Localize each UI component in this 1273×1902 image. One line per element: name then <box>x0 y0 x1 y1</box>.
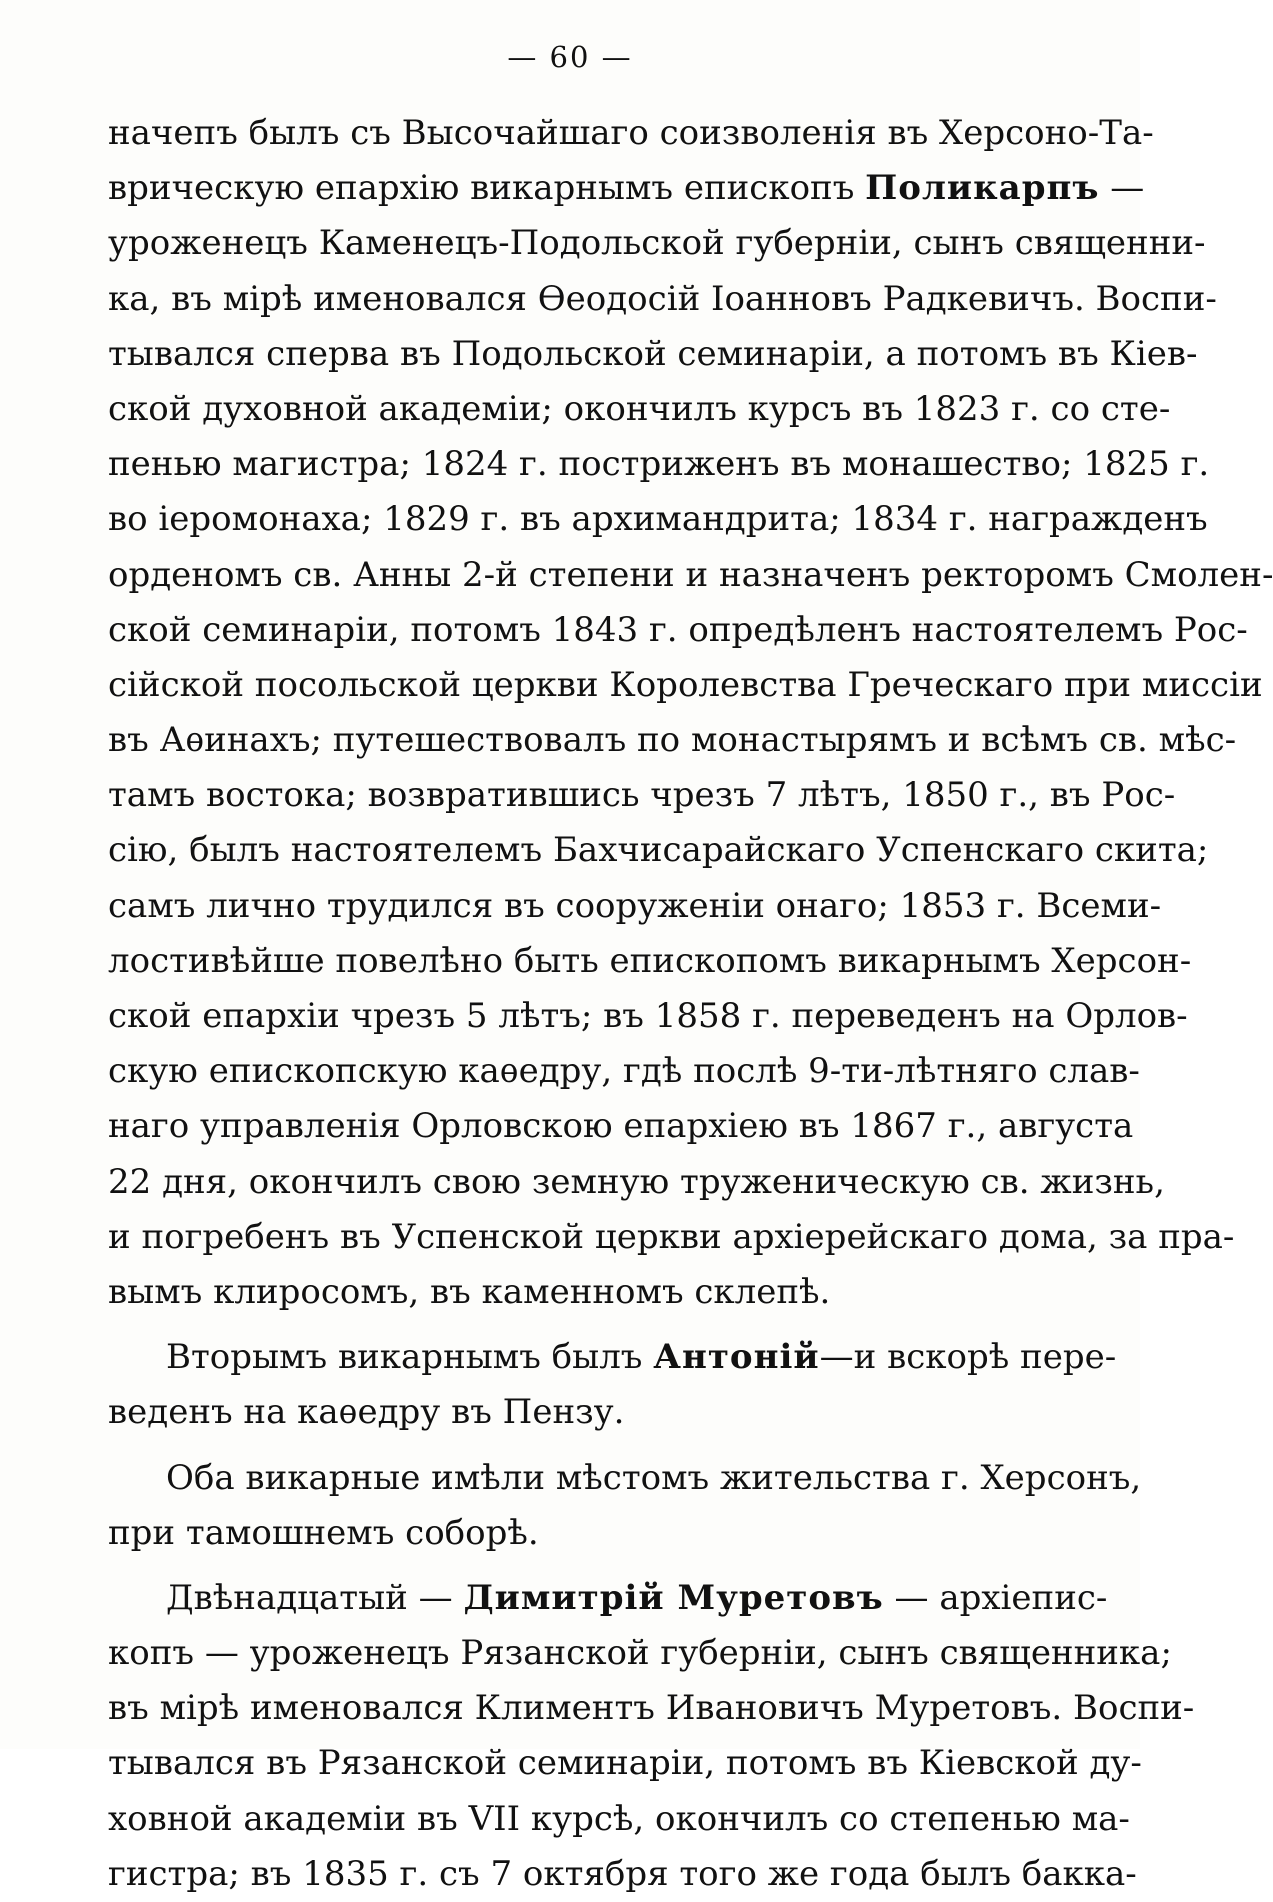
text-segment: въ мірѣ именовался Климентъ Ивановичъ Муретовъ. Воспи- <box>108 1688 1195 1729</box>
text-segment: Оба викарные имѣли мѣстомъ жительства г. Херсонъ, <box>166 1457 1142 1498</box>
text-line <box>108 1792 1130 1847</box>
bold-name: Антоній <box>653 1337 820 1378</box>
text-segment: ховной академіи въ VII курсѣ, окончилъ со степенью ма- <box>108 1798 1130 1839</box>
bold-name: Поликарпъ <box>865 168 1100 209</box>
text-segment: — <box>1099 168 1145 209</box>
text-segment: копъ — уроженецъ Рязанской губерніи, сынъ священника; <box>108 1633 1172 1674</box>
text-line <box>108 548 1273 603</box>
paragraph-gap <box>108 1441 1060 1451</box>
text-line <box>108 382 1171 437</box>
text-segment: во іеромонаха; 1829 г. въ архимандрита; 1834 г. награжденъ <box>108 499 1208 540</box>
text-segment: ской духовной академіи; окончилъ курсъ въ 1823 г. со сте- <box>108 388 1171 429</box>
text-line <box>108 1626 1172 1681</box>
text-line <box>108 1099 1134 1154</box>
text-segment: и погребенъ въ Успенской церкви архіерейскаго дома, за пра- <box>108 1216 1235 1257</box>
text-line <box>108 768 1176 823</box>
text-segment: сійской посольской церкви Королевства Греческаго при миссіи <box>108 664 1263 705</box>
text-line <box>108 327 1198 382</box>
text-segment: начепъ былъ съ Высочайшаго соизволенія въ Херсоно-Та- <box>108 113 1154 153</box>
text-line <box>108 823 1209 878</box>
text-segment: врическую епархію викарнымъ епископъ <box>108 168 866 209</box>
text-segment: самъ лично трудился въ сооруженіи онаго; 1853 г. Всеми- <box>108 885 1162 926</box>
text-line <box>108 879 1162 934</box>
text-segment: уроженецъ Каменецъ-Подольской губерніи, сынъ священни- <box>108 223 1206 264</box>
paragraph <box>108 1330 1117 1440</box>
text-line <box>108 1506 1060 1561</box>
text-segment: тывался сперва въ Подольской семинаріи, а потомъ въ Кіев- <box>108 333 1198 374</box>
text-segment: ской семинаріи, потомъ 1843 г. опредѣленъ настоятелемъ Рос- <box>108 609 1248 650</box>
text-line <box>108 1736 1142 1791</box>
text-segment: наго управленія Орловскою епархіею въ 1867 г., августа <box>108 1106 1134 1147</box>
text-segment: веденъ на каѳедру въ Пензу. <box>108 1392 625 1433</box>
text-segment: тывался въ Рязанской семинаріи, потомъ въ Кіевской ду- <box>108 1743 1142 1784</box>
text-segment: Вторымъ викарнымъ былъ <box>166 1337 654 1378</box>
text-line <box>108 161 1145 216</box>
page-number: — 60 — <box>507 40 633 74</box>
body-text <box>108 106 1273 1902</box>
text-segment: пенью магистра; 1824 г. постриженъ въ монашество; 1825 г. <box>108 444 1210 485</box>
text-segment: тамъ востока; возвратившись чрезъ 7 лѣтъ, 1850 г., въ Рос- <box>108 775 1176 816</box>
text-segment: при тамошнемъ соборѣ. <box>108 1512 539 1553</box>
text-segment: орденомъ св. Анны 2-й степени и назначенъ ректоромъ Смолен- <box>108 554 1273 595</box>
text-segment: вымъ клиросомъ, въ каменномъ склепѣ. <box>108 1271 831 1312</box>
text-line <box>108 934 1192 989</box>
text-segment: — архіепис- <box>883 1577 1108 1618</box>
text-line <box>108 1681 1195 1736</box>
text-line <box>108 713 1237 768</box>
text-line <box>108 1155 1165 1210</box>
text-segment: ской епархіи чрезъ 5 лѣтъ; въ 1858 г. переведенъ на Орлов- <box>108 996 1188 1036</box>
paragraph <box>108 1571 1195 1902</box>
text-segment: —и вскорѣ пере- <box>819 1337 1117 1378</box>
text-line <box>108 492 1208 547</box>
text-line <box>108 106 1154 161</box>
text-line <box>108 1044 1140 1099</box>
text-segment: сію, былъ настоятелемъ Бахчисарайскаго Успенскаго скита; <box>108 830 1209 871</box>
text-line <box>108 216 1206 271</box>
paragraph <box>108 1451 1142 1561</box>
paragraph-gap <box>108 1320 1060 1330</box>
paragraph <box>108 106 1273 1320</box>
paragraph-gap <box>108 1561 1060 1571</box>
text-segment: лостивѣйше повелѣно быть епископомъ викарнымъ Херсон- <box>108 940 1192 981</box>
bold-name: Димитрій Муретовъ <box>463 1577 884 1618</box>
text-line <box>108 1210 1235 1265</box>
text-segment: ка, въ мірѣ именовался Ѳеодосій Іоанновъ Радкевичъ. Воспи- <box>108 278 1217 319</box>
text-line <box>108 603 1248 658</box>
text-segment: скую епископскую каѳедру, гдѣ послѣ 9-ти-лѣтняго слав- <box>108 1051 1140 1092</box>
text-line <box>108 1385 1060 1440</box>
text-line <box>108 989 1188 1044</box>
text-line <box>108 272 1217 327</box>
text-line <box>108 1847 1137 1902</box>
text-line <box>108 658 1263 713</box>
text-segment: 22 дня, окончилъ свою земную труженическую св. жизнь, <box>108 1161 1165 1202</box>
text-segment: Двѣнадцатый — <box>166 1577 464 1618</box>
text-line <box>108 1571 1108 1626</box>
text-line <box>108 1451 1142 1506</box>
text-line <box>108 437 1210 492</box>
text-line <box>108 1330 1117 1385</box>
text-segment: въ Аѳинахъ; путешествовалъ по монастырямъ и всѣмъ св. мѣс- <box>108 720 1237 761</box>
text-segment: гистра; въ 1835 г. съ 7 октября того же года былъ бакка- <box>108 1853 1137 1894</box>
text-line <box>108 1265 1060 1320</box>
